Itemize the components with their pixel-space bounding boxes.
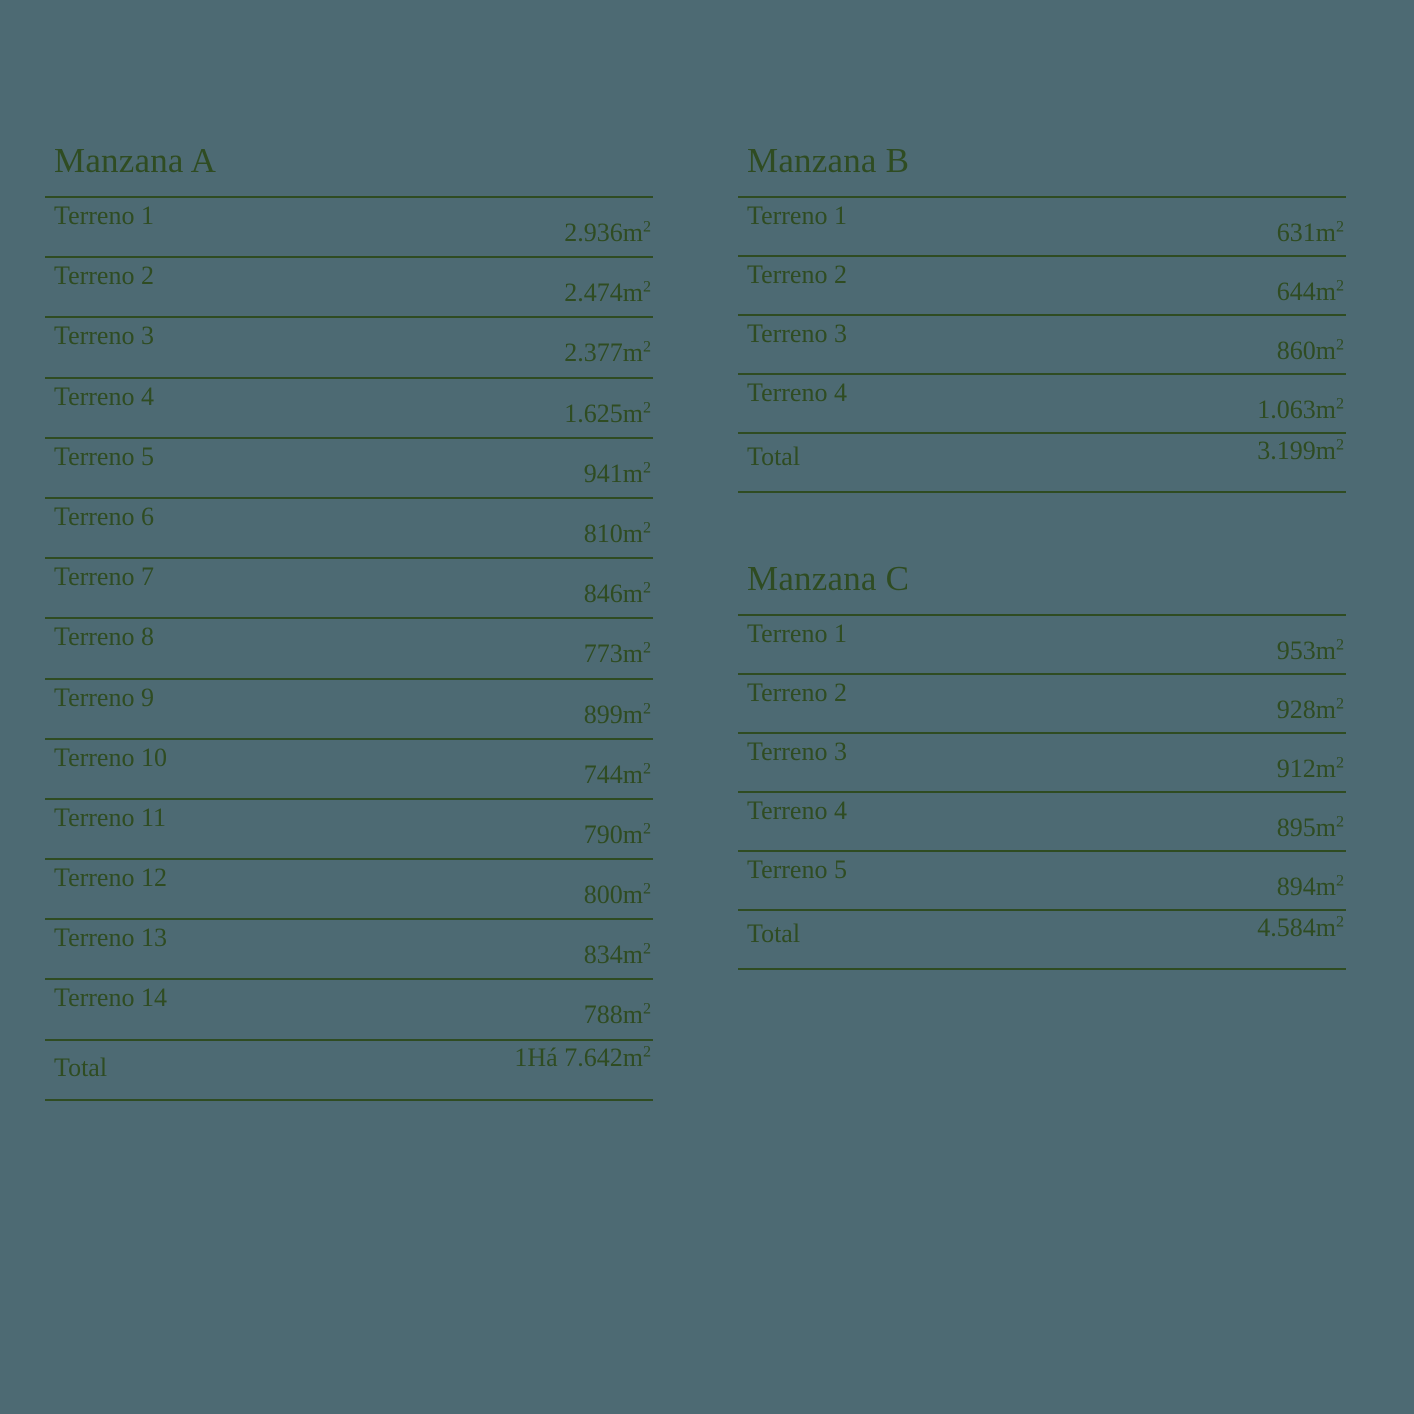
- row-lot-label: Terreno 14: [54, 983, 167, 1013]
- area-unit-exponent: 2: [642, 880, 651, 898]
- table-row: [45, 198, 653, 258]
- area-number: 1Há 7.642m: [514, 1042, 643, 1072]
- row-lot-label: Terreno 5: [54, 441, 154, 471]
- area-number: 2.377m: [564, 338, 643, 368]
- row-lot-area: [1257, 393, 1344, 427]
- row-lot-area: [584, 457, 651, 491]
- row-lot-area: [1277, 275, 1344, 309]
- table-row: [738, 434, 1346, 493]
- area-number: 800m: [583, 880, 643, 910]
- area-unit-exponent: 2: [642, 398, 651, 416]
- area-number: 846m: [583, 579, 643, 609]
- row-lot-area: [1277, 693, 1344, 727]
- row-lot-area: [564, 336, 651, 370]
- row-lot-area: [584, 517, 651, 551]
- row-lot-area: [1277, 870, 1344, 904]
- area-unit-exponent: 2: [642, 579, 651, 597]
- manzana-a-block: [45, 140, 653, 1101]
- table-row: [738, 616, 1346, 675]
- table-row: [45, 980, 653, 1040]
- table-row: [45, 740, 653, 800]
- row-lot-area: [1277, 752, 1344, 786]
- row-total-value: [1257, 911, 1344, 945]
- area-number: 810m: [583, 518, 643, 548]
- row-lot-area: [564, 397, 651, 431]
- row-lot-area: [1277, 634, 1344, 668]
- row-lot-area: [584, 998, 651, 1032]
- table-row: [738, 375, 1346, 434]
- table-row: [45, 920, 653, 980]
- table-row: [45, 800, 653, 860]
- area-number: 834m: [583, 940, 643, 970]
- area-unit-exponent: 2: [642, 278, 651, 296]
- manzana-c-rows: [738, 614, 1346, 970]
- row-lot-area: [584, 698, 651, 732]
- area-unit-exponent: 2: [642, 760, 651, 778]
- area-unit-exponent: 2: [642, 699, 651, 717]
- row-lot-label: Terreno 2: [54, 261, 154, 291]
- row-lot-label: Terreno 4: [747, 378, 847, 407]
- row-lot-label: Terreno 3: [747, 737, 847, 766]
- area-unit-exponent: 2: [1335, 754, 1344, 772]
- manzana-a-title: Manzana A: [54, 141, 217, 180]
- manzana-b-block: [738, 140, 1346, 493]
- table-row: [45, 619, 653, 679]
- row-lot-label: Terreno 12: [54, 863, 167, 893]
- row-lot-label: Terreno 3: [54, 321, 154, 351]
- area-number: 894m: [1276, 872, 1336, 901]
- table-row: [45, 1041, 653, 1101]
- row-lot-area: [564, 276, 651, 310]
- area-unit-exponent: 2: [642, 459, 651, 477]
- area-number: 644m: [1276, 277, 1336, 306]
- area-number: 2.474m: [564, 278, 643, 308]
- area-unit-exponent: 2: [1335, 695, 1344, 713]
- area-unit-exponent: 2: [1335, 636, 1344, 654]
- table-row: [738, 198, 1346, 257]
- area-unit-exponent: 2: [642, 940, 651, 958]
- row-lot-label: Terreno 9: [54, 682, 154, 712]
- table-row: [45, 860, 653, 920]
- row-lot-label: Terreno 7: [54, 562, 154, 592]
- table-row: [738, 675, 1346, 734]
- row-lot-area: [1277, 216, 1344, 250]
- table-row: [738, 793, 1346, 852]
- row-lot-label: Terreno 6: [54, 501, 154, 531]
- table-row: [45, 379, 653, 439]
- table-row: [738, 316, 1346, 375]
- area-unit-exponent: 2: [642, 820, 651, 838]
- row-total-label: Total: [54, 1052, 108, 1082]
- area-unit-exponent: 2: [642, 639, 651, 657]
- row-lot-area: [584, 938, 651, 972]
- manzana-a-rows: [45, 196, 653, 1101]
- row-lot-label: Terreno 1: [747, 201, 847, 230]
- row-lot-area: [584, 878, 651, 912]
- row-lot-label: Terreno 11: [54, 802, 166, 832]
- table-row: [45, 559, 653, 619]
- area-number: 788m: [583, 1000, 643, 1030]
- row-total-label: Total: [747, 442, 801, 471]
- row-total-value: [1257, 434, 1344, 468]
- row-total-value: [514, 1041, 651, 1075]
- area-unit-exponent: 2: [642, 1042, 651, 1060]
- row-lot-area: [584, 818, 651, 852]
- row-lot-label: Terreno 4: [747, 796, 847, 825]
- row-lot-label: Terreno 4: [54, 381, 154, 411]
- row-lot-area: [1277, 811, 1344, 845]
- area-unit-exponent: 2: [1335, 395, 1344, 413]
- table-row: [45, 318, 653, 378]
- row-lot-area: [584, 758, 651, 792]
- area-unit-exponent: 2: [642, 1000, 651, 1018]
- row-lot-label: Terreno 1: [747, 619, 847, 648]
- area-unit-exponent: 2: [642, 218, 651, 236]
- row-lot-area: [584, 637, 651, 671]
- area-unit-exponent: 2: [1335, 218, 1344, 236]
- area-number: 895m: [1276, 813, 1336, 842]
- row-lot-label: Terreno 3: [747, 319, 847, 348]
- manzana-b-rows: [738, 196, 1346, 493]
- area-unit-exponent: 2: [1335, 813, 1344, 831]
- area-unit-exponent: 2: [1335, 336, 1344, 354]
- area-number: 899m: [583, 699, 643, 729]
- table-row: [738, 852, 1346, 911]
- area-number: 2.936m: [564, 218, 643, 247]
- table-row: [738, 257, 1346, 316]
- area-unit-exponent: 2: [642, 519, 651, 537]
- row-lot-label: Terreno 2: [747, 678, 847, 707]
- row-lot-label: Terreno 13: [54, 923, 167, 953]
- area-unit-exponent: 2: [1335, 436, 1344, 454]
- area-number: 928m: [1276, 695, 1336, 724]
- row-lot-label: Terreno 8: [54, 622, 154, 652]
- area-number: 953m: [1276, 636, 1336, 665]
- row-lot-label: Terreno 1: [54, 201, 154, 230]
- row-lot-label: Terreno 5: [747, 855, 847, 884]
- row-lot-label: Terreno 10: [54, 742, 167, 772]
- table-row: [45, 499, 653, 559]
- area-number: 631m: [1276, 218, 1336, 247]
- table-row: [45, 258, 653, 318]
- area-number: 4.584m: [1257, 913, 1336, 942]
- table-row: [738, 911, 1346, 970]
- row-lot-area: [564, 216, 651, 250]
- area-unit-exponent: 2: [1335, 872, 1344, 890]
- manzana-c-block: [738, 558, 1346, 970]
- row-lot-area: [584, 577, 651, 611]
- area-number: 912m: [1276, 754, 1336, 783]
- table-row: [45, 439, 653, 499]
- area-number: 3.199m: [1257, 436, 1336, 465]
- table-row: [45, 680, 653, 740]
- row-lot-area: [1277, 334, 1344, 368]
- area-number: 790m: [583, 819, 643, 849]
- area-unit-exponent: 2: [642, 338, 651, 356]
- area-number: 1.063m: [1257, 395, 1336, 424]
- area-unit-exponent: 2: [1335, 913, 1344, 931]
- area-number: 941m: [583, 458, 643, 488]
- table-row: [738, 734, 1346, 793]
- manzana-b-title: Manzana B: [747, 141, 910, 180]
- area-unit-exponent: 2: [1335, 277, 1344, 295]
- area-number: 1.625m: [564, 398, 643, 428]
- manzana-c-title: Manzana C: [747, 559, 910, 598]
- area-number: 860m: [1276, 336, 1336, 365]
- area-number: 744m: [583, 759, 643, 789]
- area-number: 773m: [583, 639, 643, 669]
- row-total-label: Total: [747, 919, 801, 948]
- row-lot-label: Terreno 2: [747, 260, 847, 289]
